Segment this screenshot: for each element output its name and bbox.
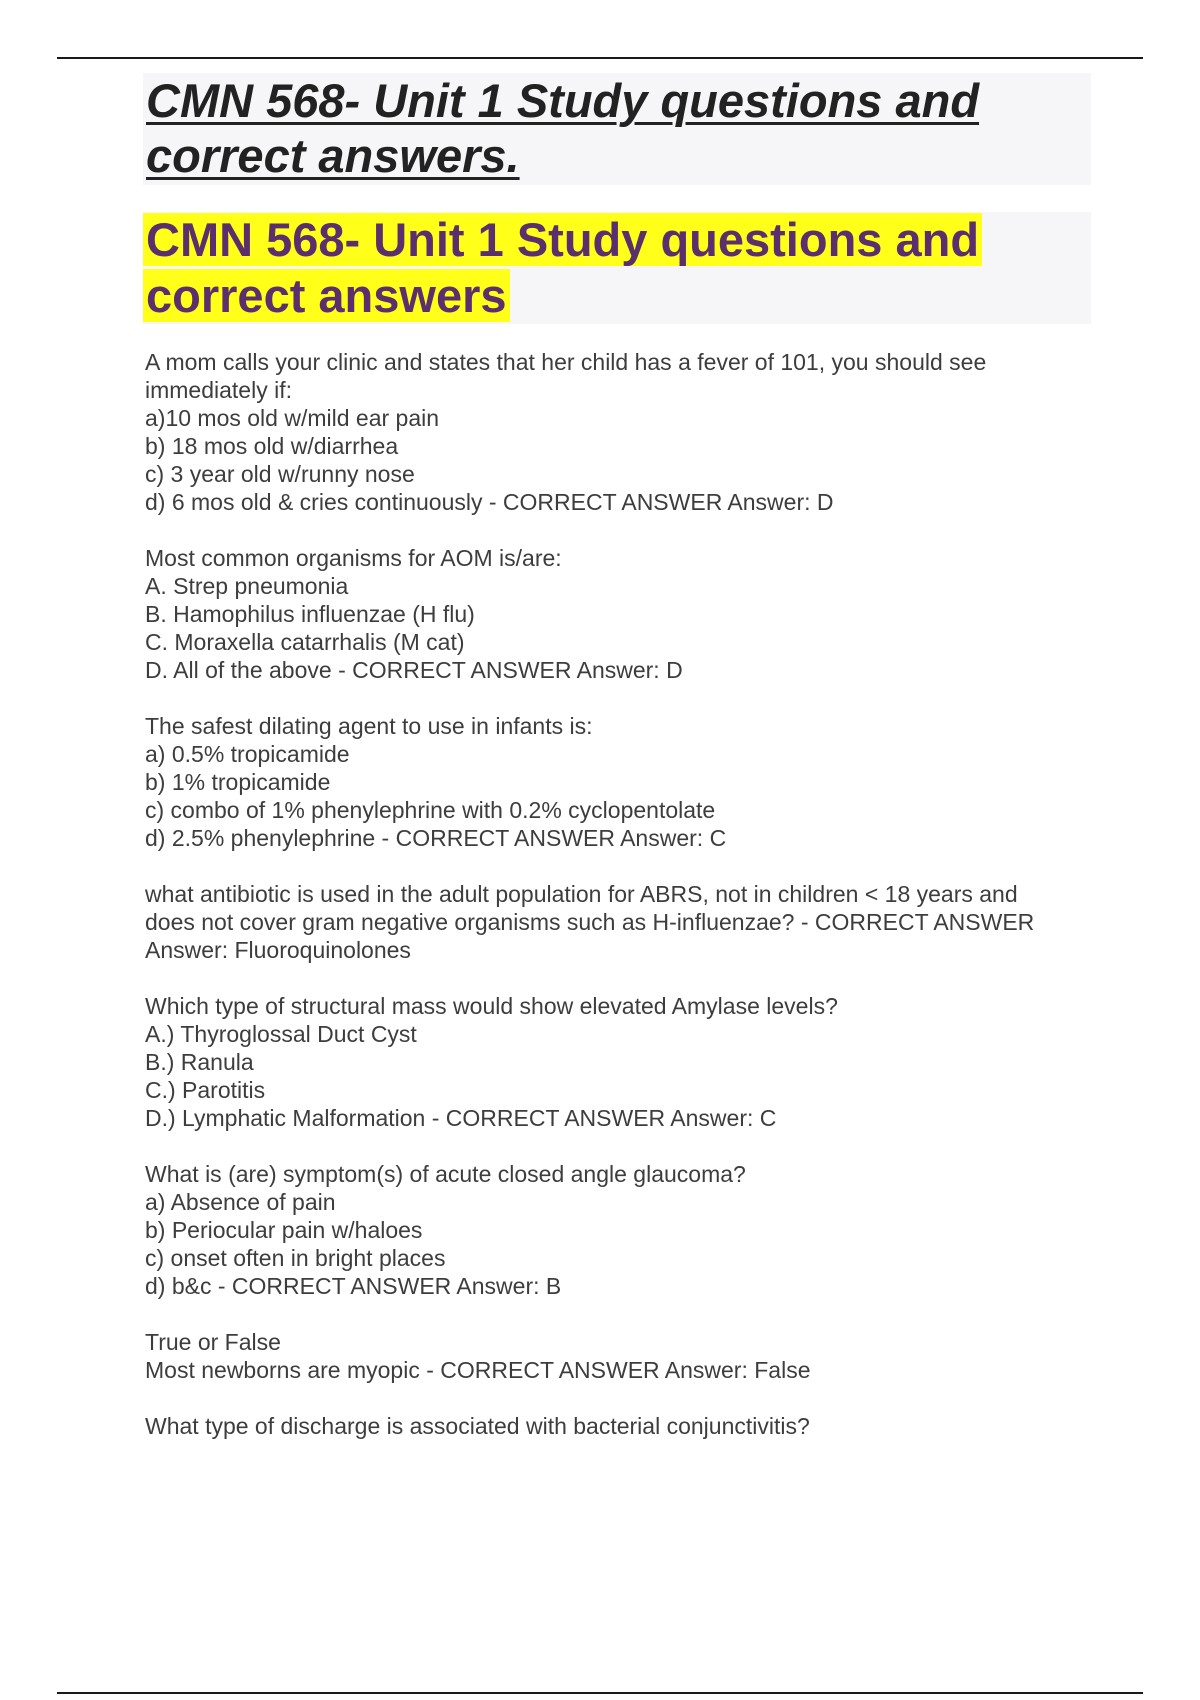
- heading-block: [143, 212, 1091, 324]
- question-line: immediately if:: [145, 377, 292, 403]
- question-3: [145, 712, 1095, 852]
- question-line: What is (are) symptom(s) of acute closed angle glaucoma?: [145, 1161, 746, 1187]
- bottom-rule: [57, 1692, 1143, 1694]
- answer-option: B.) Ranula: [145, 1049, 254, 1075]
- answer-option: a) 0.5% tropicamide: [145, 741, 350, 767]
- answer-option-with-answer: D.) Lymphatic Malformation - CORRECT ANSWER Answer: C: [145, 1105, 777, 1131]
- answer-option: c) 3 year old w/runny nose: [145, 461, 415, 487]
- answer-option-with-answer: D. All of the above - CORRECT ANSWER Answer: D: [145, 657, 683, 683]
- document-title: CMN 568- Unit 1 Study questions and correct answers.: [146, 74, 980, 182]
- question-line: What type of discharge is associated with bacterial conjunctivitis?: [145, 1413, 810, 1439]
- title-block: [143, 73, 1091, 185]
- question-7: [145, 1328, 1095, 1384]
- answer-option: b) Periocular pain w/haloes: [145, 1217, 423, 1243]
- answer-line: Most newborns are myopic - CORRECT ANSWER Answer: False: [145, 1357, 811, 1383]
- question-8: [145, 1412, 1095, 1440]
- question-4: [145, 880, 1095, 964]
- answer-option: c) combo of 1% phenylephrine with 0.2% cyclopentolate: [145, 797, 716, 823]
- question-line: does not cover gram negative organisms such as H-influenzae? - CORRECT ANSWER: [145, 909, 1035, 935]
- answer-option: b) 18 mos old w/diarrhea: [145, 433, 399, 459]
- question-line: The safest dilating agent to use in infants is:: [145, 713, 593, 739]
- question-5: [145, 992, 1095, 1132]
- highlighted-heading: CMN 568- Unit 1 Study questions and correct answers: [143, 212, 1091, 324]
- answer-option: b) 1% tropicamide: [145, 769, 331, 795]
- answer-option: a) Absence of pain: [145, 1189, 336, 1215]
- answer-option: B. Hamophilus influenzae (H flu): [145, 601, 475, 627]
- top-rule: [57, 57, 1143, 59]
- answer-option-with-answer: d) b&c - CORRECT ANSWER Answer: B: [145, 1273, 562, 1299]
- answer-option: a)10 mos old w/mild ear pain: [145, 405, 440, 431]
- answer-line: Answer: Fluoroquinolones: [145, 937, 411, 963]
- question-6: [145, 1160, 1095, 1300]
- questions-list: [145, 348, 1095, 1468]
- answer-option: A. Strep pneumonia: [145, 573, 349, 599]
- question-line: Most common organisms for AOM is/are:: [145, 545, 562, 571]
- answer-option-with-answer: d) 2.5% phenylephrine - CORRECT ANSWER Answer: C: [145, 825, 727, 851]
- question-line: True or False: [145, 1329, 281, 1355]
- question-line: Which type of structural mass would show elevated Amylase levels?: [145, 993, 838, 1019]
- question-line: A mom calls your clinic and states that her child has a fever of 101, you should see: [145, 349, 987, 375]
- answer-option: A.) Thyroglossal Duct Cyst: [145, 1021, 417, 1047]
- answer-option: c) onset often in bright places: [145, 1245, 446, 1271]
- answer-option: C.) Parotitis: [145, 1077, 266, 1103]
- question-2: [145, 544, 1095, 684]
- answer-option-with-answer: d) 6 mos old & cries continuously - CORRECT ANSWER Answer: D: [145, 489, 834, 515]
- question-1: [145, 348, 1095, 516]
- answer-option: C. Moraxella catarrhalis (M cat): [145, 629, 465, 655]
- question-line: what antibiotic is used in the adult population for ABRS, not in children < 18 years and: [145, 881, 1018, 907]
